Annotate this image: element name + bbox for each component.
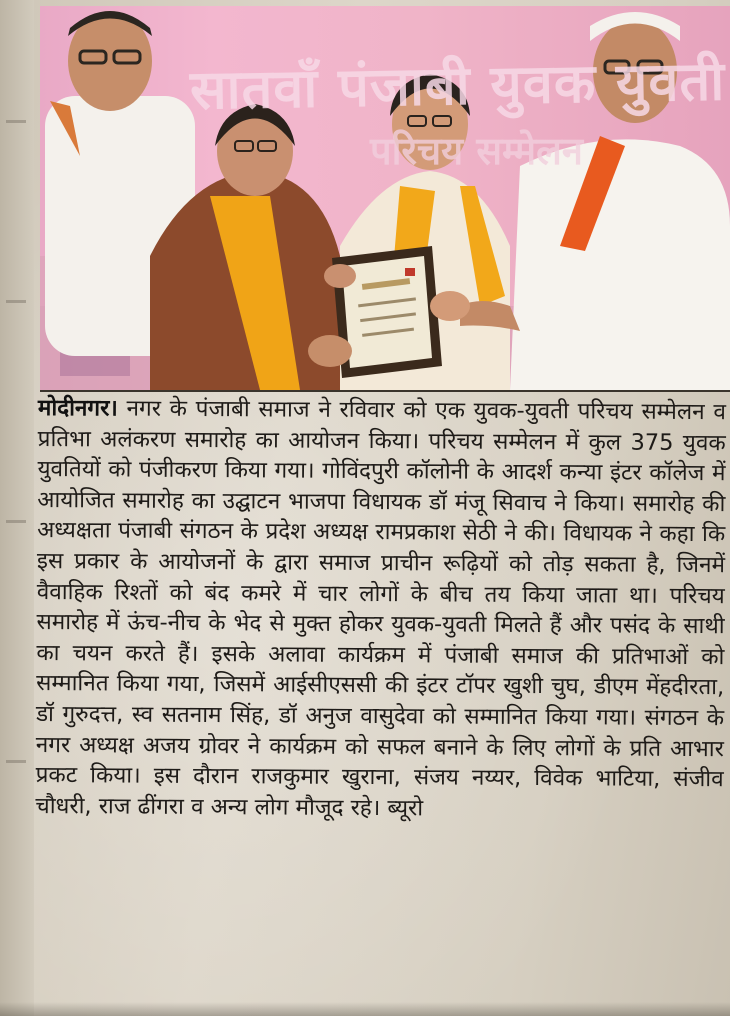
column-fragment: [6, 300, 26, 303]
previous-column-edge: [0, 0, 34, 1016]
hand: [324, 264, 356, 288]
news-photo: [40, 6, 730, 392]
column-fragment: [6, 760, 26, 763]
hand: [430, 291, 470, 321]
column-fragment: [6, 120, 26, 123]
hand: [308, 335, 352, 367]
article-dateline: मोदीनगर।: [37, 394, 118, 422]
column-fragment: [6, 520, 26, 523]
photo-banner-line2: परिचय सम्मेलन: [370, 129, 583, 173]
page-edge-shadow: [0, 1002, 730, 1016]
photo-banner-line1: सातवाँ पंजाबी युवक युवती: [189, 49, 726, 122]
article-body: नगर के पंजाबी समाज ने रविवार को एक युवक-युवती परिचय सम्मेलन व प्रतिभा अलंकरण समारोह का आयोजन किया। परिचय सम्मेलन में कुल 375 युवक युवतियों को पंजीकरण किया गया। गोविंदपुरी कॉलोनी के आदर्श कन्या इंटर कॉलेज में आयोजित समारोह का उद्घाटन भाजपा विधायक डॉ मंजू सिवाच ने किया। समारोह की अध्यक्षता पंजाबी संगठन के प्रदेश अध्यक्ष रामप्रकाश सेठी ने की। विधायक ने कहा कि इस प्रकार के आयोजनों के द्वारा समाज प्राचीन रूढ़ियों को तोड़ सकता है, जिनमें वैवाहिक रिश्तों को बंद कमरे में चार लोगों के बीच तय किया जाता था। परिचय समारोह में ऊंच-नीच के भेद से मुक्त होकर युवक-युवती मिलते हैं और पसंद के साथी का चयन करते हैं। इसके अलावा कार्यक्रम में पंजाबी समाज की प्रतिभाओं को सम्मानित किया गया, जिसमें आईसीएससी की इंटर टॉपर खुशी चुघ, डीएम मेंहदीरता, डॉ गुरुदत्त, स्व सतनाम सिंह, डॉ अनुज वासुदेवा को सम्मानित किया गया। संगठन के नगर अध्यक्ष अजय ग्रोवर ने कार्यक्रम को सफल बनाने के लिए लोगों के प्रति आभार प्रकट किया। इस दौरान राजकुमार खुराना, संजय नय्यर, विवेक भाटिया, संजीव चौधरी, राज ढींगरा व अन्य लोग मौजूद रहे। ब्यूरो: [35, 395, 726, 822]
article-text: [35, 393, 726, 826]
